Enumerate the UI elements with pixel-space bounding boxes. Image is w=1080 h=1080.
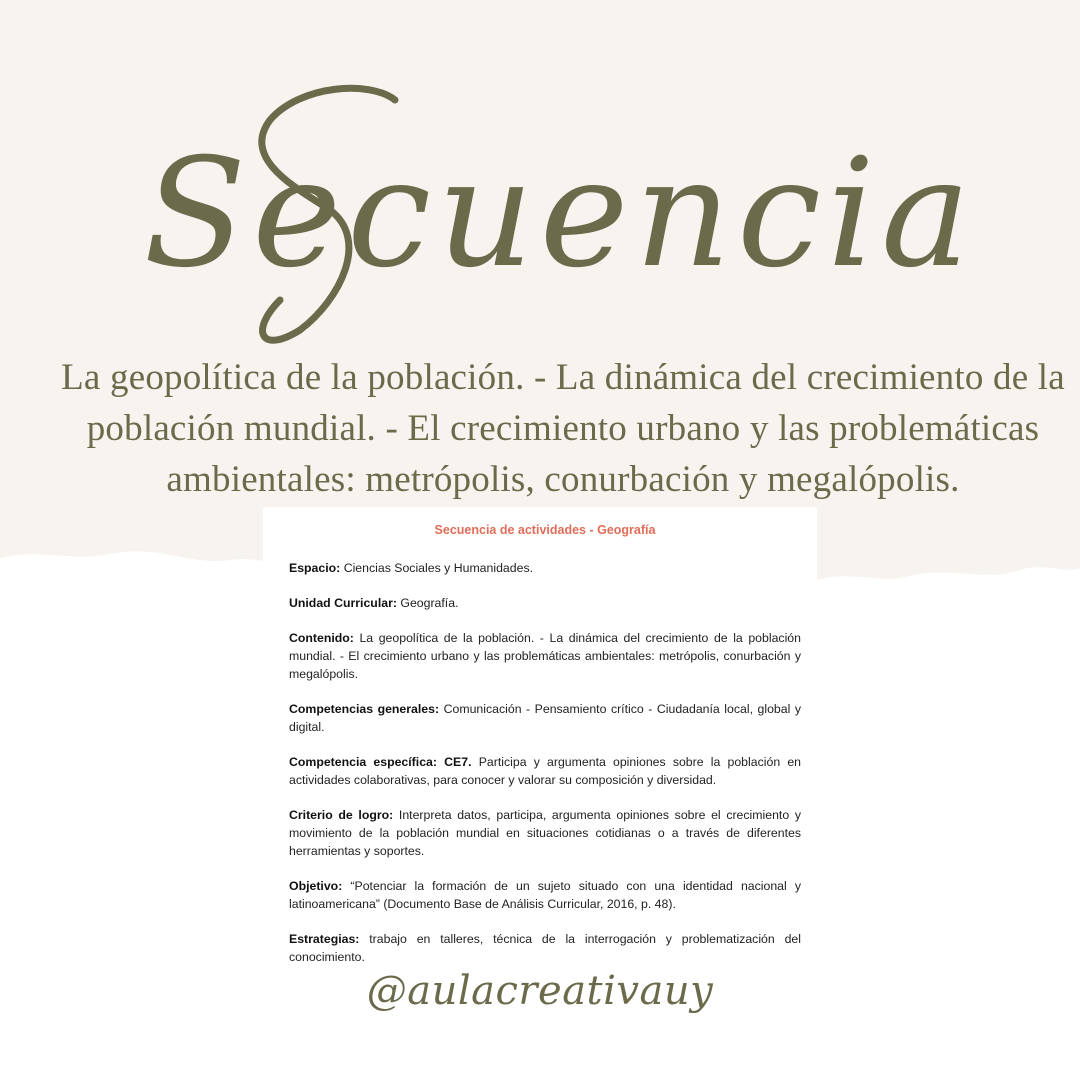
script-title-text: Secuencia [143, 127, 977, 301]
field-estrategias [289, 930, 801, 966]
field-value: Comunicación - Pensamiento crítico - Ciudadanía local, global y digital. [289, 702, 801, 734]
field-value: trabajo en talleres, técnica de la interrogación y problematización del conocimiento. [289, 932, 801, 964]
field-objetivo [289, 877, 801, 913]
field-label: Competencia específica: [289, 755, 437, 769]
document-card [263, 507, 817, 977]
page-subtitle: La geopolítica de la población. - La dinámica del crecimiento de la población mundial. - El crecimiento urbano y las problemáticas ambientales: metrópolis, conurbación y megalópolis. [61, 357, 1065, 500]
field-label: Criterio de logro: [289, 808, 394, 822]
field-unidad-curricular [289, 594, 801, 612]
social-handle: @aulacreativauy [366, 968, 714, 1014]
script-title [0, 60, 1080, 360]
field-value: Participa y argumenta opiniones sobre la población en actividades colaborativas, para conocer y valorar su composición y diversidad. [289, 755, 802, 787]
field-espacio [289, 559, 801, 577]
field-criterio-de-logro [289, 806, 801, 860]
field-label: Espacio: [289, 561, 341, 575]
document-heading: Secuencia de actividades - Geografía [434, 523, 656, 537]
field-competencia-especifica [289, 753, 801, 789]
field-value: Ciencias Sociales y Humanidades. [343, 561, 534, 575]
field-label: Unidad Curricular: [289, 596, 397, 610]
field-value: Geografía. [400, 596, 459, 610]
field-label: Estrategias: [289, 932, 360, 946]
field-code: CE7. [444, 755, 472, 769]
field-value: “Potenciar la formación de un sujeto situado con una identidad nacional y latinoamericana” (Documento Base de Análisis Curricular, 2016, p. 48). [289, 879, 801, 911]
field-label: Objetivo: [289, 879, 343, 893]
field-contenido [289, 629, 801, 683]
field-label: Contenido: [289, 631, 354, 645]
field-value: La geopolítica de la población. - La dinámica del crecimiento de la población mundial. - El crecimiento urbano y las problemáticas ambientales: metrópolis, conurbación y megalópolis. [289, 631, 801, 681]
field-competencias-generales [289, 700, 801, 736]
field-label: Competencias generales: [289, 702, 440, 716]
field-value: Interpreta datos, participa, argumenta opiniones sobre el crecimiento y movimiento de la población mundial en situaciones cotidianas o a través de diferentes herramientas y soportes. [289, 808, 801, 858]
